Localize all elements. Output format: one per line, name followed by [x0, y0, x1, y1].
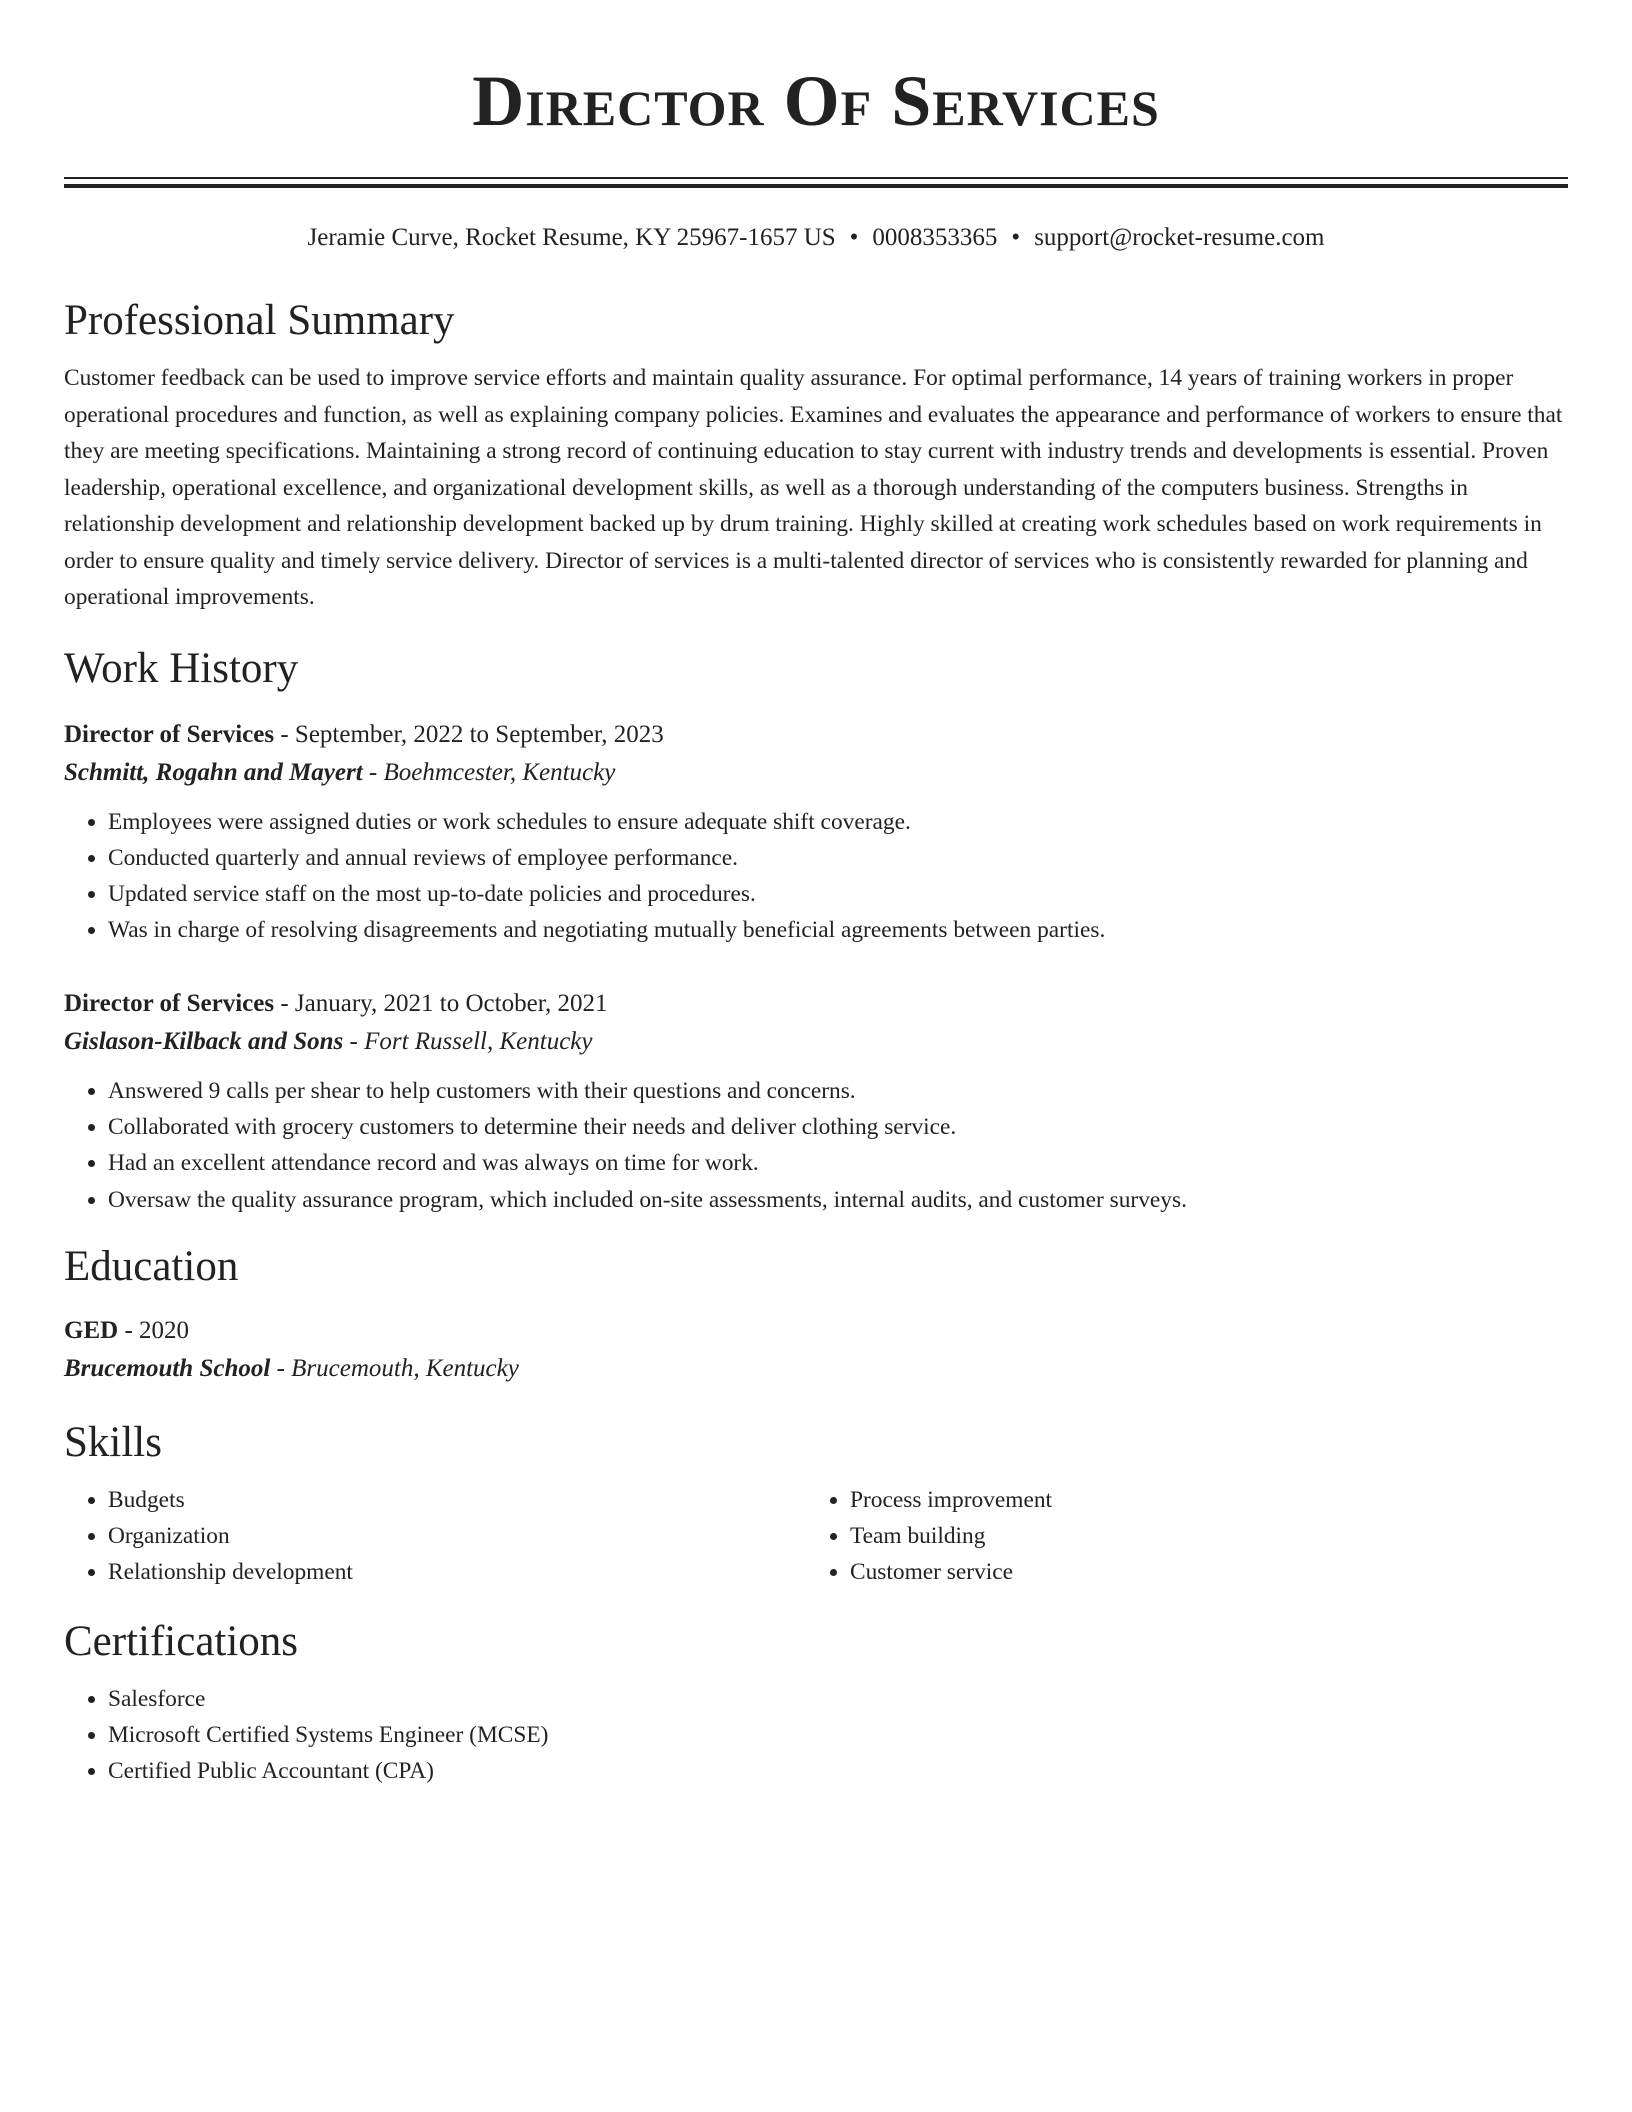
job-title-line: [64, 985, 1568, 1023]
contact-separator: •: [849, 224, 859, 251]
list-item: • Conducted quarterly and annual reviews of employee performance.: [108, 840, 1568, 876]
job-entry: [64, 716, 1568, 949]
certifications-list: [64, 1681, 1568, 1790]
job-company-line: [64, 1023, 1568, 1061]
degree: GED: [64, 1316, 119, 1344]
skill-item: • Organization: [108, 1518, 806, 1554]
degree-year: - 2020: [118, 1316, 190, 1344]
job-duties-list: [64, 804, 1568, 949]
certification-item: • Salesforce: [108, 1681, 1568, 1717]
job-company: Schmitt, Rogahn and Mayert: [64, 758, 363, 786]
job-company: Gislason-Kilback and Sons: [64, 1027, 344, 1055]
education-entry: [64, 1312, 1568, 1388]
list-item: • Collaborated with grocery customers to determine their needs and deliver clothing service.: [108, 1109, 1568, 1145]
contact-address: Jeramie Curve, Rocket Resume, KY 25967-1657 US: [307, 224, 836, 251]
list-item: • Was in charge of resolving disagreements and negotiating mutually beneficial agreements between parties.: [108, 912, 1568, 948]
job-title: Director of Services: [64, 989, 275, 1017]
job-title-line: [64, 716, 1568, 754]
job-location: - Fort Russell, Kentucky: [343, 1027, 593, 1055]
skills-grid: [64, 1482, 1568, 1591]
school-name: Brucemouth School: [64, 1354, 271, 1382]
job-dates: - September, 2022 to September, 2023: [274, 720, 664, 748]
skills-list-left: [64, 1482, 806, 1591]
contact-line: [64, 222, 1568, 254]
school-location: - Brucemouth, Kentucky: [270, 1354, 519, 1382]
skills-heading: Skills: [64, 1418, 162, 1466]
skill-item: • Process improvement: [850, 1482, 1548, 1518]
summary-text: Customer feedback can be used to improve service efforts and maintain quality assurance. For optimal performance, 14 years of training workers in proper operational procedures and function, as well as explaining company policies. Examines and evaluates the appearance and performance of workers to ensure that they are meeting specifications. Maintaining a strong record of continuing education to stay current with industry trends and developments is essential. Proven leadership, operational excellence, and organizational development skills, as well as a thorough understanding of the computers business. Strengths in relationship development and relationship development backed up by drum training. Highly skilled at creating work schedules based on work requirements in order to ensure quality and timely service delivery. Director of services is a multi-talented director of services who is consistently rewarded for planning and operational improvements.: [64, 365, 1563, 610]
list-item: • Updated service staff on the most up-to-date policies and procedures.: [108, 876, 1568, 912]
work-history-heading: Work History: [64, 644, 299, 692]
certification-item: • Microsoft Certified Systems Engineer (MCSE): [108, 1717, 1568, 1753]
resume-title: Director Of Services: [472, 61, 1160, 141]
list-item: • Oversaw the quality assurance program, which included on-site assessments, internal audits, and customer surveys.: [108, 1182, 1568, 1218]
job-dates: - January, 2021 to October, 2021: [274, 989, 608, 1017]
skill-item: • Relationship development: [108, 1554, 806, 1590]
list-item: • Had an excellent attendance record and was always on time for work.: [108, 1145, 1568, 1181]
degree-line: [64, 1312, 1568, 1350]
job-duties-list: [64, 1073, 1568, 1218]
school-line: [64, 1350, 1568, 1388]
job-title: Director of Services: [64, 720, 275, 748]
contact-separator: •: [1011, 224, 1021, 251]
job-location: - Boehmcester, Kentucky: [362, 758, 616, 786]
contact-phone: 0008353365: [872, 224, 998, 251]
title-divider: [64, 177, 1568, 188]
summary-heading: Professional Summary: [64, 297, 455, 344]
list-item: • Answered 9 calls per shear to help customers with their questions and concerns.: [108, 1073, 1568, 1109]
job-company-line: [64, 754, 1568, 792]
skill-item: • Team building: [850, 1518, 1548, 1554]
skill-item: • Budgets: [108, 1482, 806, 1518]
education-heading: Education: [64, 1242, 239, 1290]
skills-list-right: [806, 1482, 1548, 1591]
contact-email[interactable]: support@rocket-resume.com: [1034, 224, 1325, 251]
certification-item: • Certified Public Accountant (CPA): [108, 1753, 1568, 1789]
job-entry: [64, 985, 1568, 1218]
list-item: • Employees were assigned duties or work schedules to ensure adequate shift coverage.: [108, 804, 1568, 840]
certifications-heading: Certifications: [64, 1617, 299, 1665]
skill-item: • Customer service: [850, 1554, 1548, 1590]
